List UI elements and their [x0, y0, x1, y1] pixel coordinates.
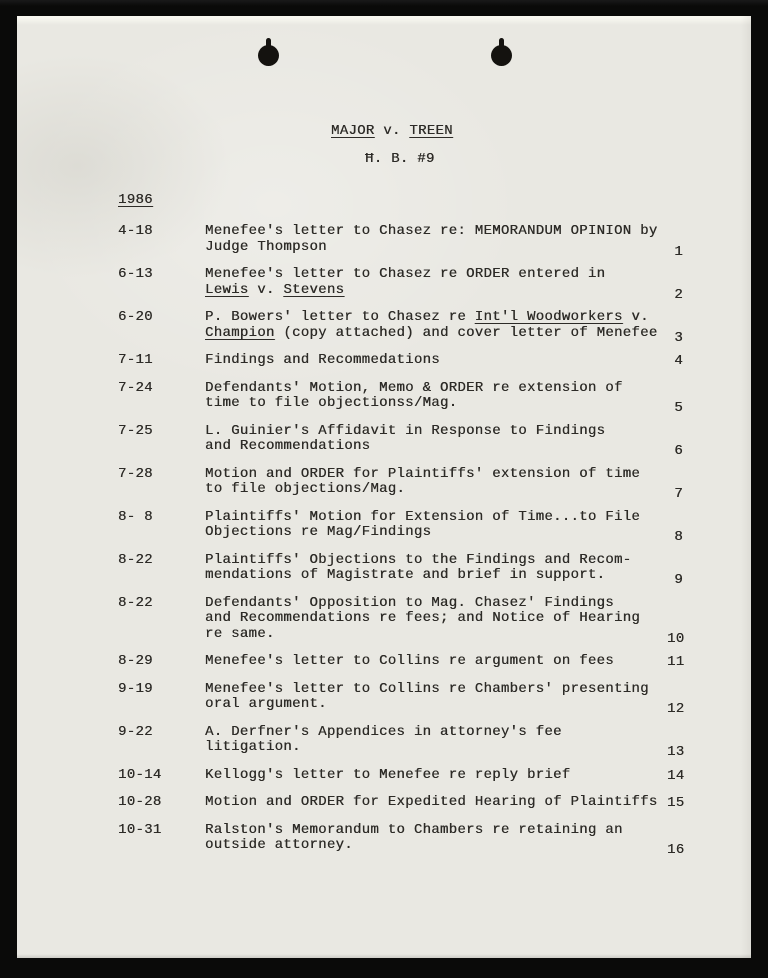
index-entry-row [118, 465, 683, 502]
text-segment: oral argument. [205, 696, 327, 712]
text-segment: Kellogg's letter to Menefee re reply brief [205, 766, 571, 783]
hole-punch-left-icon [258, 45, 279, 66]
entry-description [205, 682, 667, 713]
text-segment: to file objections/Mag. [205, 481, 406, 497]
entry-date: 7-28 [118, 465, 153, 482]
entry-description [205, 381, 667, 412]
entry-description [205, 467, 667, 498]
underlined-text: Champion [205, 324, 275, 341]
text-segment: Plaintiffs' Objections to the Findings and Recom- [205, 551, 632, 568]
entry-description [205, 267, 667, 298]
entry-date: 4-18 [118, 223, 153, 239]
text-segment: L. Guinier's Affidavit in Response to Findings [205, 422, 606, 439]
entry-page-number: 15 [667, 795, 685, 811]
index-entry-row [118, 680, 685, 717]
year-heading: 1986 [118, 192, 153, 208]
exhibit-subtitle: Ħ. B. #9 [365, 151, 435, 167]
entry-page-number: 10 [667, 630, 685, 647]
text-segment: Findings and Recommedations [205, 352, 440, 368]
entry-page-number: 3 [674, 329, 683, 346]
index-entries [118, 224, 683, 866]
text-segment: Menefee's letter to Collins re argument on fees [205, 653, 614, 669]
entry-description [205, 224, 667, 255]
text-segment: outside attorney. [205, 837, 353, 853]
index-entry-row [118, 266, 683, 303]
text-segment: P. Bowers' letter to Chasez re [205, 309, 475, 325]
text-segment: (copy attached) and cover letter of Menefee [274, 324, 658, 341]
text-segment: Defendants' Opposition to Mag. Chasez' Findings [205, 594, 614, 611]
entry-page-number: 7 [674, 486, 683, 502]
text-segment: mendations of Magistrate and brief in support. [205, 567, 606, 583]
entry-page-number: 12 [667, 701, 685, 717]
underlined-text: Stevens [283, 281, 345, 298]
index-entry-row [118, 379, 683, 416]
entry-description [205, 768, 667, 784]
entry-page-number: 2 [674, 286, 683, 303]
document-page [17, 16, 751, 958]
text-segment: Motion and ORDER for Plaintiffs' extension of time [205, 465, 641, 482]
text-segment: Menefee's letter to Chasez re: MEMORANDUM OPINION by [205, 223, 658, 239]
entry-date: 8-29 [118, 653, 153, 669]
index-entry-row [118, 768, 683, 784]
text-segment: Objections re Mag/Findings [205, 524, 432, 540]
entry-date: 6-20 [118, 309, 153, 325]
text-segment: Menefee's letter to Collins re Chambers' presenting [205, 680, 649, 697]
index-entry-row [118, 508, 683, 545]
entry-date: 8-22 [118, 594, 153, 611]
entry-page-number: 8 [674, 529, 683, 545]
entry-description [205, 596, 667, 643]
text-segment: v. [248, 281, 284, 298]
entry-date: 8-22 [118, 551, 153, 568]
entry-description [205, 654, 667, 670]
underlined-text: Int'l Woodworkers [474, 309, 623, 325]
entry-description [205, 795, 667, 811]
entry-page-number: 14 [667, 767, 685, 784]
underlined-text: Lewis [205, 281, 249, 298]
index-entry-row [118, 551, 683, 588]
entry-page-number: 1 [674, 243, 683, 260]
entry-description [205, 553, 667, 584]
text-segment: time to file objectionss/Mag. [205, 395, 458, 411]
entry-description [205, 725, 667, 756]
entry-page-number: 6 [674, 443, 683, 459]
text-segment: Ralston's Memorandum to Chambers re retaining an [205, 821, 623, 838]
underlined-text: MAJOR [331, 123, 375, 139]
text-segment: A. Derfner's Appendices in attorney's fee [205, 723, 562, 740]
underlined-text: TREEN [409, 123, 453, 139]
entry-page-number: 9 [674, 572, 683, 588]
text-segment: re same. [205, 625, 275, 642]
index-entry-row [118, 223, 683, 260]
entry-page-number: 11 [667, 654, 685, 670]
entry-page-number: 13 [667, 744, 685, 760]
index-entry-row [118, 654, 683, 670]
text-segment: Defendants' Motion, Memo & ORDER re extension of [205, 379, 623, 396]
entry-date: 7-11 [118, 352, 153, 368]
entry-date: 8- 8 [118, 508, 153, 525]
text-segment: litigation. [205, 739, 301, 755]
index-entry-row [118, 309, 683, 346]
index-entry-row [118, 723, 685, 760]
entry-description [205, 510, 667, 541]
text-segment: and Recommendations [205, 438, 371, 454]
entry-page-number: 16 [667, 842, 685, 858]
entry-date: 6-13 [118, 266, 153, 282]
index-entry-row [118, 422, 683, 459]
entry-page-number: 4 [674, 353, 683, 369]
index-entry-row [118, 353, 683, 369]
text-segment: v. [374, 123, 410, 139]
index-entry-row [118, 821, 685, 858]
text-segment: v. [622, 309, 649, 325]
entry-date: 10-28 [118, 794, 162, 810]
text-segment: Judge Thompson [205, 238, 327, 255]
index-entry-row [118, 795, 683, 811]
entry-date: 9-19 [118, 680, 153, 697]
text-segment: Motion and ORDER for Expedited Hearing of Plaintiffs [205, 794, 658, 810]
entry-date: 7-25 [118, 422, 153, 439]
entry-description [205, 310, 667, 341]
text-segment: Plaintiffs' Motion for Extension of Time...to File [205, 508, 641, 525]
text-segment: Menefee's letter to Chasez re ORDER entered in [205, 266, 606, 282]
entry-date: 10-14 [118, 766, 162, 783]
entry-page-number: 5 [674, 400, 683, 416]
index-entry-row [118, 594, 685, 647]
hole-punch-right-icon [491, 45, 512, 66]
entry-description [205, 823, 667, 854]
entry-date: 7-24 [118, 379, 153, 396]
entry-date: 10-31 [118, 821, 162, 838]
entry-description [205, 424, 667, 455]
text-segment: and Recommendations re fees; and Notice of Hearing [205, 610, 641, 626]
entry-description [205, 353, 667, 369]
case-title [331, 124, 453, 140]
entry-date: 9-22 [118, 723, 153, 740]
